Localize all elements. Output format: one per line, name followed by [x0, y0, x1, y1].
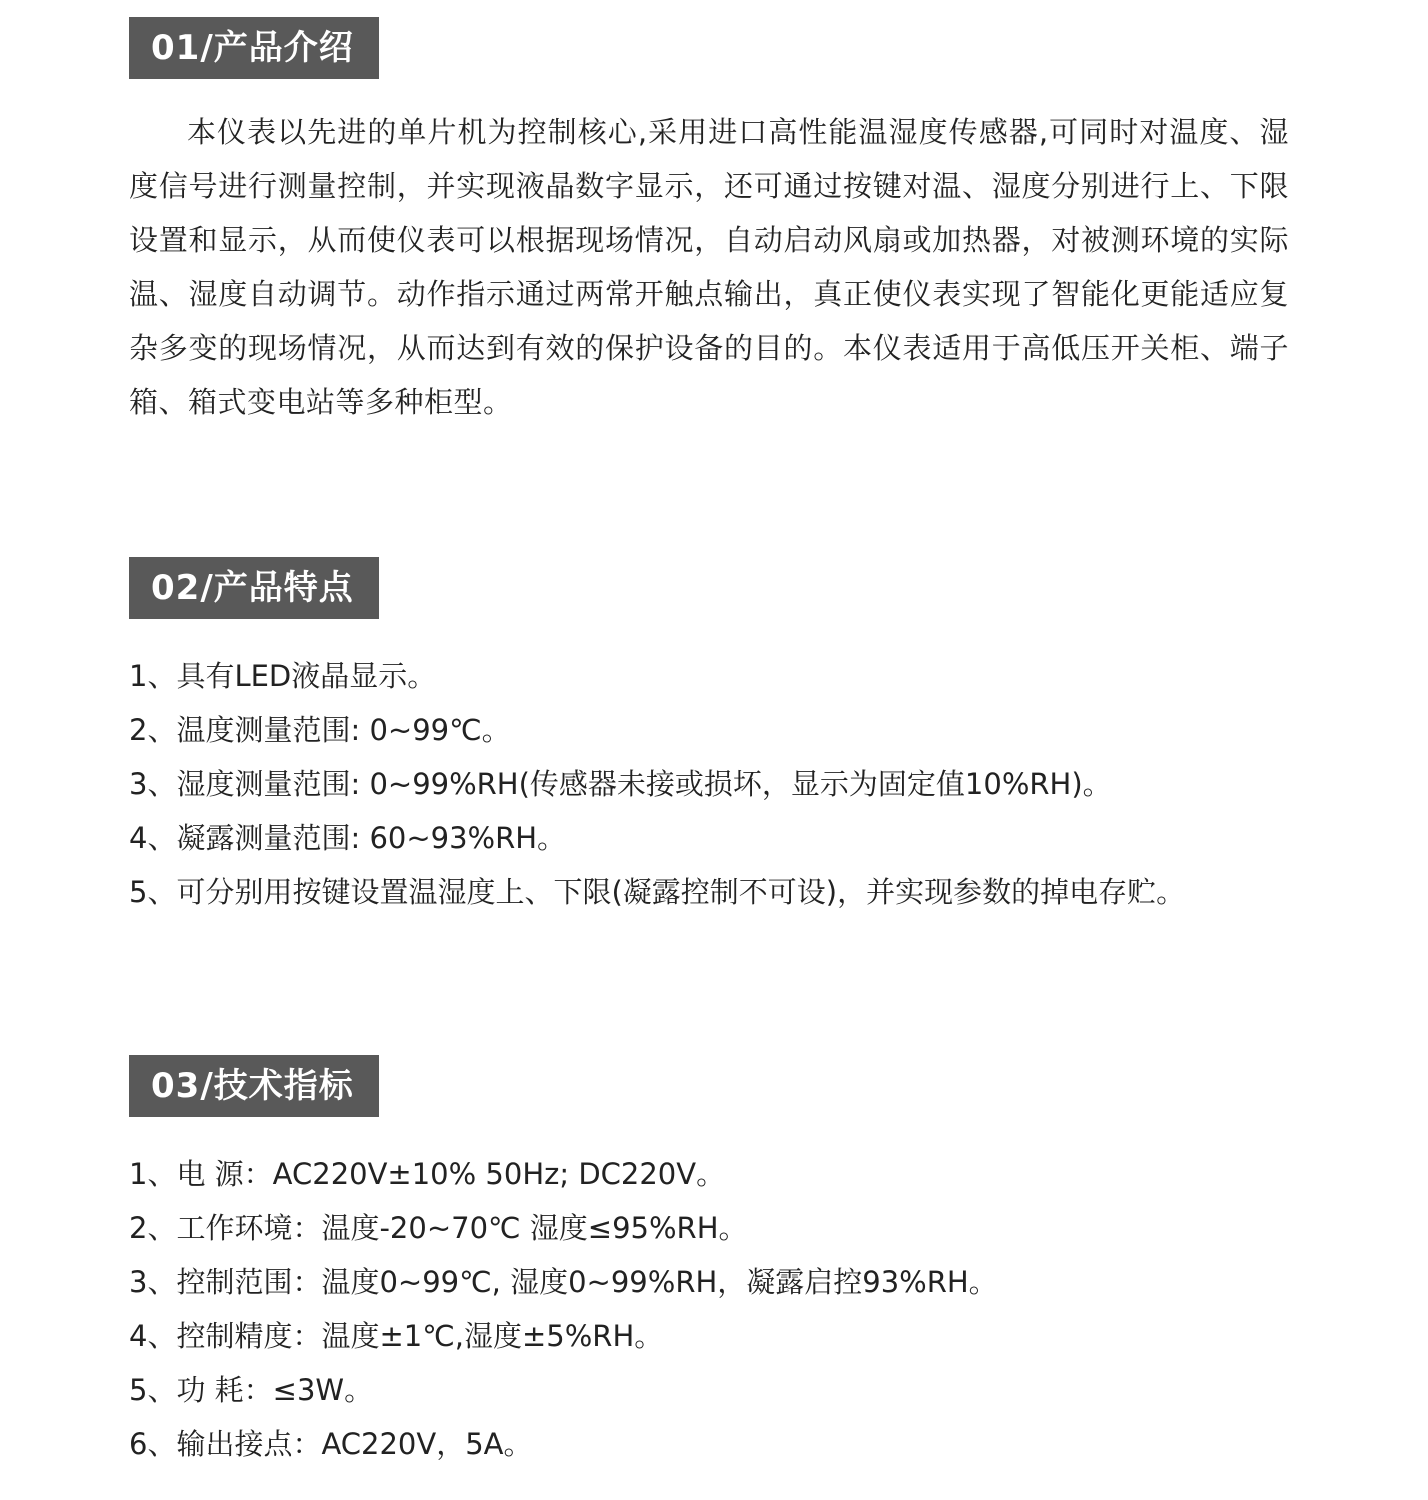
section-product-features — [129, 557, 1289, 935]
spec-item: 4、控制精度：温度±1℃,湿度±5%RH。 — [129, 1319, 664, 1353]
spec-item: 6、输出接点：AC220V，5A。 — [129, 1427, 533, 1461]
section-header-product-intro: 01/产品介绍 — [129, 17, 379, 79]
feature-item: 4、凝露测量范围: 60~93%RH。 — [129, 821, 567, 855]
section-header-product-features: 02/产品特点 — [129, 557, 379, 619]
section-tech-specs — [129, 1055, 1289, 1487]
spec-item: 3、控制范围：温度0~99℃, 湿度0~99%RH，凝露启控93%RH。 — [129, 1265, 998, 1299]
feature-item: 3、湿度测量范围: 0~99%RH(传感器未接或损坏，显示为固定值10%RH)。 — [129, 767, 1112, 801]
product-intro-paragraph: 本仪表以先进的单片机为控制核心,采用进口高性能温湿度传感器,可同时对温度、湿度信号进行测量控制，并实现液晶数字显示，还可通过按键对温、湿度分别进行上、下限设置和显示，从而使仪表可以根据现场情况，自动启动风扇或加热器，对被测环境的实际温、湿度自动调节。动作指示通过两常开触点输出，真正使仪表实现了智能化更能适应复杂多变的现场情况，从而达到有效的保护设备的目的。本仪表适用于高低压开关柜、端子箱、箱式变电站等多种柜型。 — [129, 115, 1289, 419]
feature-item: 2、温度测量范围: 0~99℃。 — [129, 713, 511, 747]
spec-item: 5、功 耗：≤3W。 — [129, 1373, 374, 1407]
specs-list — [129, 1147, 1289, 1471]
section-header-tech-specs: 03/技术指标 — [129, 1055, 379, 1117]
spec-item: 2、工作环境：温度-20~70℃ 湿度≤95%RH。 — [129, 1211, 748, 1245]
section-product-intro — [129, 17, 1289, 458]
features-list — [129, 649, 1289, 919]
feature-item: 1、具有LED液晶显示。 — [129, 659, 437, 693]
spec-item: 1、电 源：AC220V±10% 50Hz; DC220V。 — [129, 1157, 726, 1191]
feature-item: 5、可分别用按键设置温湿度上、下限(凝露控制不可设)，并实现参数的掉电存贮。 — [129, 875, 1186, 909]
